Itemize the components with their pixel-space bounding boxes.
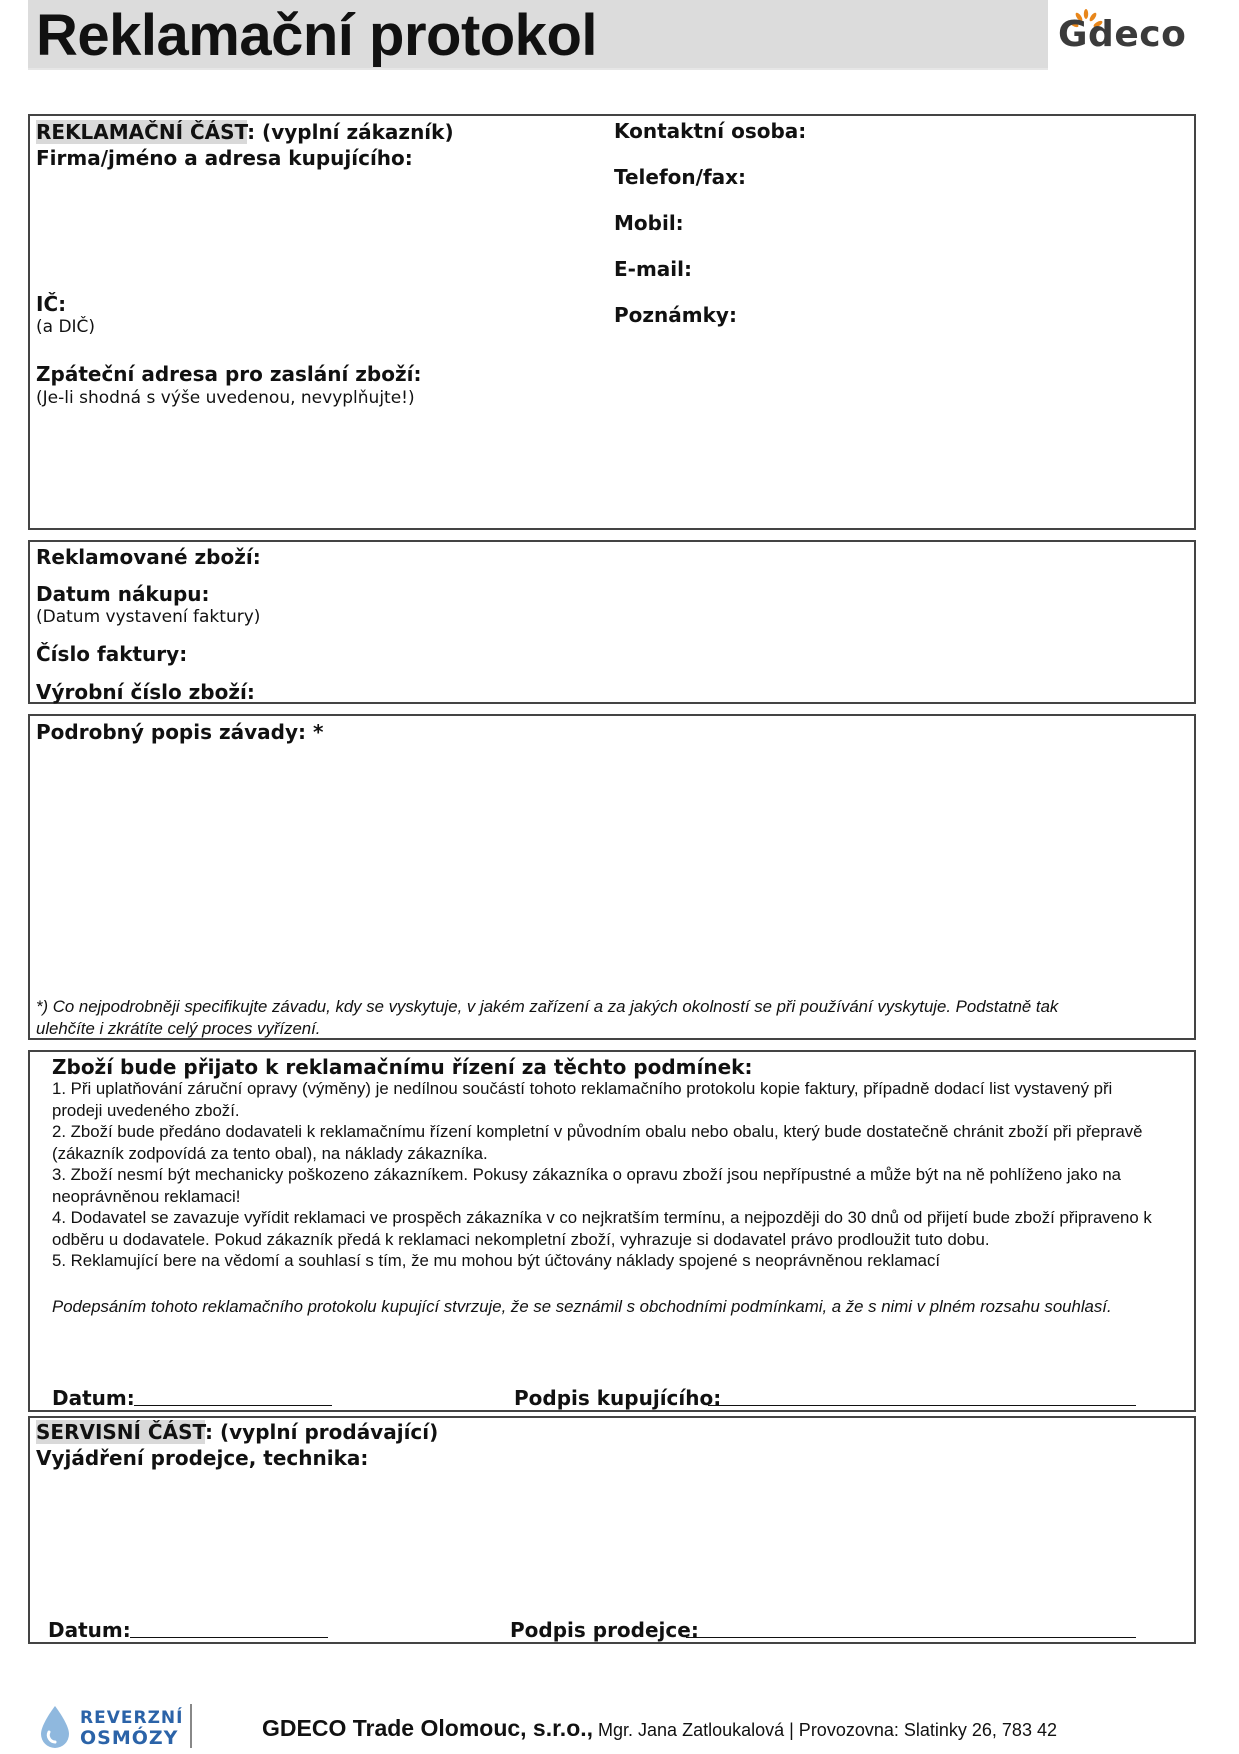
service-section-title: SERVISNÍ ČÁST bbox=[36, 1420, 206, 1444]
footer-divider bbox=[190, 1704, 192, 1748]
footer-company-info bbox=[262, 1715, 1057, 1742]
customer-section bbox=[28, 114, 1196, 530]
seller-statement-label: Vyjádření prodejce, technika: bbox=[36, 1446, 369, 1470]
seller-signature-label: Podpis prodejce: bbox=[510, 1618, 699, 1642]
condition-item: 1. Při uplatňování záruční opravy (výměny) je nedílnou součástí tohoto reklamačního protokolu kopie faktury, případně dodací list vystavený při prodeji uvedeného zboží. bbox=[52, 1079, 1113, 1120]
defect-section bbox=[28, 714, 1196, 1040]
condition-item: 3. Zboží nesmí být mechanicky poškozeno zákazníkem. Pokusy zákazníka o opravu zboží jsou nepřípustné a může být na ně pohlíženo jako na neoprávněnou reklamaci! bbox=[52, 1165, 1122, 1206]
defect-description-label: Podrobný popis závady: * bbox=[36, 720, 324, 744]
purchase-date-note: (Datum vystavení faktury) bbox=[36, 607, 261, 627]
buyer-date-field[interactable] bbox=[134, 1405, 332, 1406]
condition-item: 2. Zboží bude předáno dodavateli k reklamačnímu řízení kompletní v původním obalu nebo obalu, který bude dostatečně chránit zboží při přepravě (zákazník zodpovídá za tento obal), na náklady zákazníka. bbox=[52, 1122, 1143, 1163]
page-title: Reklamační protokol bbox=[36, 3, 597, 68]
customer-section-heading bbox=[36, 120, 454, 144]
conditions-list bbox=[52, 1078, 1164, 1272]
phone-fax-label: Telefon/fax: bbox=[614, 165, 747, 189]
return-address-label: Zpáteční adresa pro zaslání zboží: bbox=[36, 362, 422, 386]
notes-label: Poznámky: bbox=[614, 303, 737, 327]
conditions-title: Zboží bude přijato k reklamačnímu řízení za těchto podmínek: bbox=[52, 1055, 753, 1079]
return-address-note: (Je-li shodná s výše uvedenou, nevyplňujte!) bbox=[36, 388, 415, 408]
claimed-goods-label: Reklamované zboží: bbox=[36, 545, 261, 569]
mobile-label: Mobil: bbox=[614, 211, 684, 235]
dic-note: (a DIČ) bbox=[36, 317, 96, 337]
logo-text: Gdeco bbox=[1058, 14, 1187, 55]
seller-date-field[interactable] bbox=[130, 1637, 328, 1638]
signature-statement: Podepsáním tohoto reklamačního protokolu kupující stvrzuje, že se seznámil s obchodními podmínkami, a že s nimi v plném rozsahu souhlasí. bbox=[52, 1297, 1112, 1316]
water-drop-icon bbox=[38, 1704, 72, 1750]
email-label: E-mail: bbox=[614, 257, 693, 281]
customer-section-title: REKLAMAČNÍ ČÁST bbox=[36, 120, 248, 144]
serial-number-label: Výrobní číslo zboží: bbox=[36, 680, 255, 704]
purchase-date-label: Datum nákupu: bbox=[36, 582, 210, 606]
gdeco-logo bbox=[1048, 0, 1196, 68]
defect-footnote-line1: *) Co nejpodrobněji specifikujte závadu, kdy se vyskytuje, v jakém zařízení a za jakých okolností se při používání vyskytuje. Podstatně tak bbox=[36, 997, 1059, 1016]
condition-item: 5. Reklamující bere na vědomí a souhlasí s tím, že mu mohou být účtovány náklady spojené s neoprávněnou reklamací bbox=[52, 1251, 941, 1270]
ic-label: IČ: bbox=[36, 292, 67, 316]
contact-person-label: Kontaktní osoba: bbox=[614, 119, 807, 143]
seller-date-label: Datum: bbox=[48, 1618, 131, 1642]
buyer-date-label: Datum: bbox=[52, 1386, 135, 1410]
buyer-signature-field[interactable] bbox=[708, 1405, 1136, 1406]
brand-line-1: REVERZNÍ bbox=[80, 1708, 184, 1728]
footer-company: GDECO Trade Olomouc, s.r.o., bbox=[262, 1715, 594, 1741]
defect-footnote-line2: ulehčíte i zkrátíte celý proces vyřízení. bbox=[36, 1019, 321, 1038]
company-address-label: Firma/jméno a adresa kupujícího: bbox=[36, 146, 413, 170]
reverse-osmosis-brand bbox=[80, 1708, 183, 1748]
footer-details: Mgr. Jana Zatloukalová | Provozovna: Slatinky 26, 783 42 bbox=[593, 1720, 1057, 1740]
condition-item: 4. Dodavatel se zavazuje vyřídit reklamaci ve prospěch zákazníka v co nejkratším termínu, a nejpozději do 30 dnů od přijetí bude zboží připraveno k odběru u dodavatele. Pokud zákazník předá k reklamaci nekompletní zboží, vyhrazuje si dodavatel právo prodloužit tuto dobu. bbox=[52, 1208, 1152, 1249]
service-section-heading bbox=[36, 1420, 438, 1444]
service-section-note: : (vyplní prodávající) bbox=[205, 1420, 439, 1444]
invoice-number-label: Číslo faktury: bbox=[36, 642, 188, 666]
brand-line-2: OSMÓZY bbox=[80, 1727, 179, 1749]
buyer-signature-label: Podpis kupujícího: bbox=[514, 1386, 722, 1410]
seller-signature-field[interactable] bbox=[686, 1637, 1136, 1638]
customer-section-note: : (vyplní zákazník) bbox=[247, 120, 454, 144]
